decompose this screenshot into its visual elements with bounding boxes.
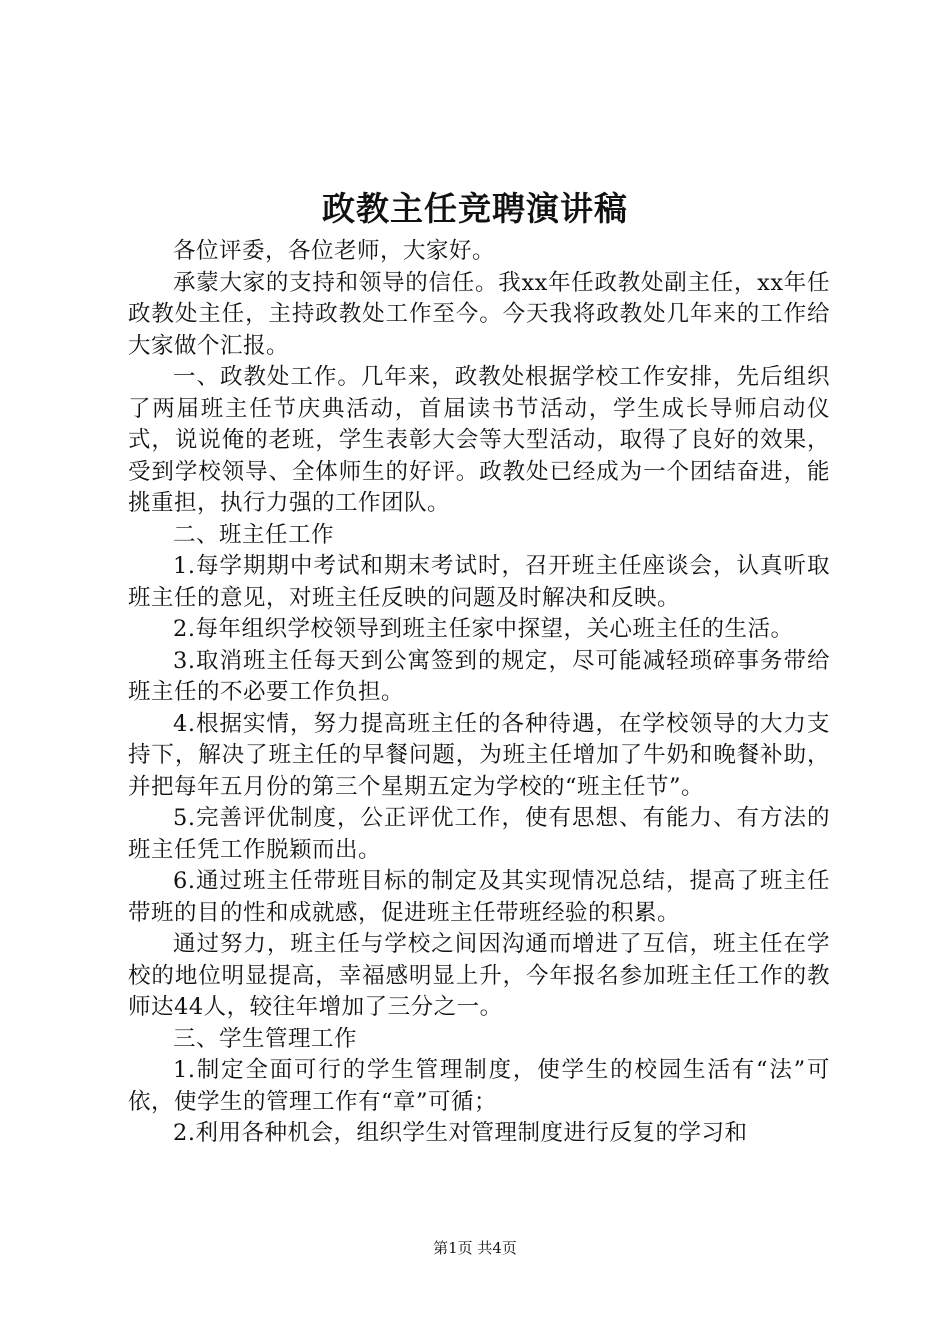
section-three-item-2: 2.利用各种机会，组织学生对管理制度进行反复的学习和 <box>173 1120 748 1146</box>
section-two-item-3: 3.取消班主任每天到公寓签到的规定，尽可能减轻琐碎事务带给班主任的不必要工作负担。 <box>128 647 830 705</box>
intro-paragraph: 承蒙大家的支持和领导的信任。我xx年任政教处副主任，xx年任政教处主任，主持政教处工作至今。今天我将政教处几年来的工作给大家做个汇报。 <box>128 269 830 359</box>
section-two-item-4: 4.根据实情，努力提高班主任的各种待遇，在学校领导的大力支持下，解决了班主任的早餐问题，为班主任增加了牛奶和晚餐补助，并把每年五月份的第三个星期五定为学校的“班主任节”。 <box>128 710 830 800</box>
section-one-paragraph: 一、政教处工作。几年来，政教处根据学校工作安排，先后组织了两届班主任节庆典活动，首届读书节活动，学生成长导师启动仪式，说说俺的老班，学生表彰大会等大型活动，取得了良好的效果，受到学校领导、全体师生的好评。政教处已经成为一个团结奋进，能挑重担，执行力强的工作团队。 <box>128 364 830 516</box>
section-two-summary: 通过努力，班主任与学校之间因沟通而增进了互信，班主任在学校的地位明显提高，幸福感明显上升，今年报名参加班主任工作的教师达44人，较往年增加了三分之一。 <box>128 931 830 1020</box>
section-two-heading: 二、班主任工作 <box>173 521 335 548</box>
section-two-item-1: 1.每学期期中考试和期末考试时，召开班主任座谈会，认真听取班主任的意见，对班主任反映的问题及时解决和反映。 <box>128 553 830 611</box>
section-three-item-1: 1.制定全面可行的学生管理制度，使学生的校园生活有“法”可依，使学生的管理工作有“章”可循； <box>128 1057 830 1115</box>
section-two-item-6: 6.通过班主任带班目标的制定及其实现情况总结，提高了班主任带班的目的性和成就感，促进班主任带班经验的积累。 <box>128 868 830 926</box>
document-body <box>128 236 830 1150</box>
page-footer: 第1页 共4页 <box>433 1239 517 1257</box>
section-two-item-5: 5.完善评优制度，公正评优工作，使有思想、有能力、有方法的班主任凭工作脱颖而出。 <box>128 805 830 863</box>
greeting-paragraph: 各位评委，各位老师，大家好。 <box>173 238 496 264</box>
section-three-heading: 三、学生管理工作 <box>173 1025 358 1052</box>
document-title: 政教主任竞聘演讲稿 <box>322 189 628 228</box>
section-two-item-2: 2.每年组织学校领导到班主任家中探望，关心班主任的生活。 <box>173 616 794 642</box>
